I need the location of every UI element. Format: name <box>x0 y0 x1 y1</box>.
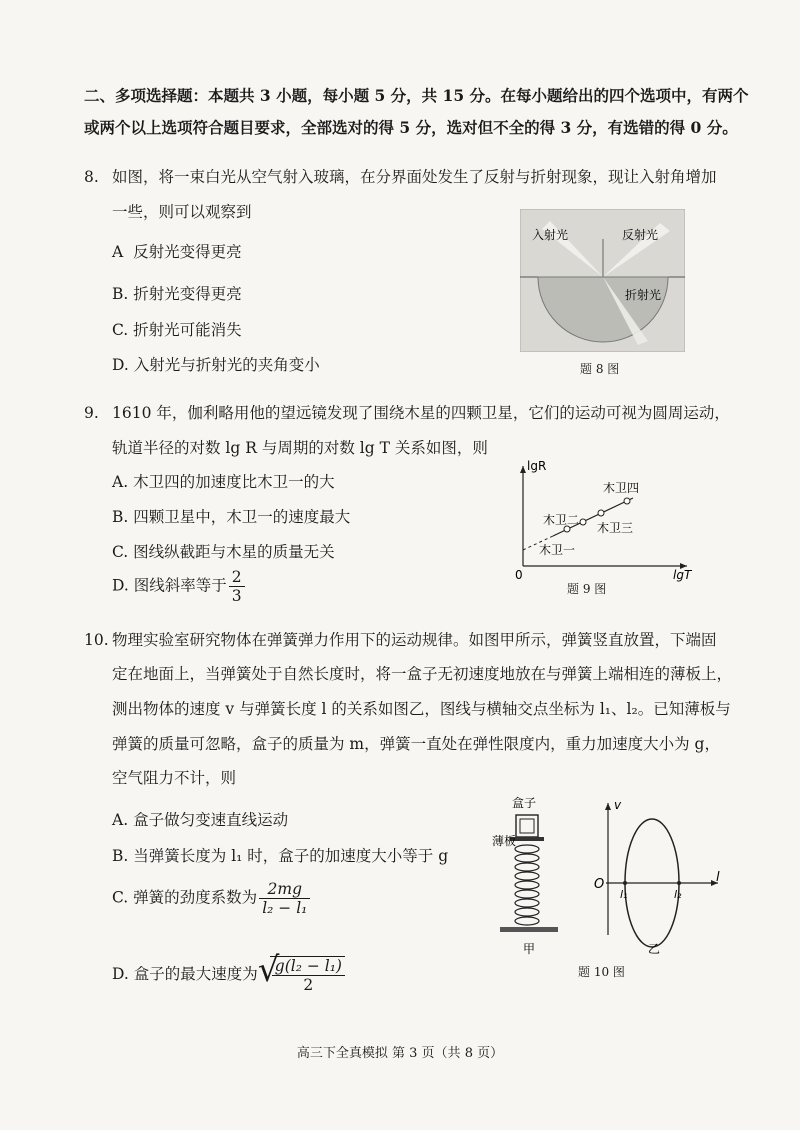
europa-label: 木卫二 <box>543 513 580 527</box>
q9-stem-line2: 轨道半径的对数 lg R 与周期的对数 lg T 关系如图，则 <box>112 439 488 457</box>
q10-caption: 题 10 图 <box>578 965 625 979</box>
option-text: 折射光变得更亮 <box>133 285 242 303</box>
spring-constant-fraction <box>259 880 310 917</box>
l2-point <box>677 881 681 885</box>
q10-stem-line3: 测出物体的速度 v 与弹簧长度 l 的关系如图乙，图线与横轴交点坐标为 l₁、l₂。已知薄板与 <box>112 700 731 718</box>
callisto-label: 木卫四 <box>603 481 640 495</box>
io-label: 木卫一 <box>539 543 576 557</box>
fraction-numerator: 2 <box>229 568 245 587</box>
q10-spring-and-vl-graph <box>490 795 730 965</box>
q9-lgR-lgT-graph <box>505 458 695 583</box>
q9-option-c <box>112 540 335 562</box>
q8-option-c <box>112 318 242 340</box>
option-label: B. <box>112 285 129 303</box>
q10-number: 10. <box>84 631 109 649</box>
option-text: 入射光与折射光的夹角变小 <box>133 356 320 374</box>
v-axis-label: v <box>614 798 622 812</box>
ganymede-label: 木卫三 <box>597 521 634 535</box>
max-speed-sqrt <box>257 950 345 994</box>
y-axis-label: lgR <box>527 459 547 473</box>
option-label: A. <box>112 811 129 829</box>
l2-label: l₂ <box>674 888 682 901</box>
q9-option-b <box>112 505 350 527</box>
spring-coil <box>515 845 539 925</box>
option-text: 盒子做匀变速直线运动 <box>133 811 289 829</box>
option-text: 图线纵截距与木星的质量无关 <box>133 543 335 561</box>
q10-option-a <box>112 808 288 830</box>
option-text: 图线斜率等于 <box>133 576 227 595</box>
option-text: 折射光可能消失 <box>133 321 242 339</box>
option-text: 弹簧的劲度系数为 <box>133 888 258 907</box>
origin-o-label: O <box>594 877 605 892</box>
l1-point <box>623 881 627 885</box>
q10-stem-line1: 物理实验室研究物体在弹簧弹力作用下的运动规律。如图甲所示，弹簧竖直放置，下端固 <box>112 631 717 649</box>
box-inner <box>520 819 534 833</box>
option-text: 反射光变得更亮 <box>133 243 242 261</box>
q8-option-d <box>112 353 320 375</box>
l1-label: l₁ <box>620 888 628 901</box>
option-label: B. <box>112 508 129 526</box>
box-label: 盒子 <box>512 796 537 810</box>
radical-sign: √ <box>257 950 280 990</box>
fraction-denominator: l₂ − l₁ <box>262 899 308 917</box>
q10-option-b <box>112 844 448 866</box>
q8-stem-line2: 一些，则可以观察到 <box>112 203 252 221</box>
q9-stem-line1: 1610 年，伽利略用他的望远镜发现了围绕木星的四颗卫星，它们的运动可视为圆周运动， <box>112 404 730 422</box>
option-label: D. <box>112 356 129 374</box>
option-text: 四颗卫星中，木卫一的速度最大 <box>133 508 351 526</box>
option-text: 当弹簧长度为 l₁ 时，盒子的加速度大小等于 g <box>133 847 449 865</box>
section-header-line2: 或两个以上选项符合题目要求，全部选对的得 5 分，选对但不全的得 3 分，有选错的得 0 分。 <box>84 118 738 137</box>
q8-figure <box>520 209 685 352</box>
q8-refraction-diagram <box>520 209 685 352</box>
callisto-point <box>624 498 630 504</box>
left-caption: 甲 <box>523 942 536 956</box>
option-label: C. <box>112 888 129 907</box>
option-text: 盒子的最大速度为 <box>133 965 258 983</box>
option-label: A. <box>112 473 129 491</box>
q10-stem-line2: 定在地面上，当弹簧处于自然长度时，将一盒子无初速度地放在与弹簧上端相连的薄板上， <box>112 665 733 683</box>
q9-option-a <box>112 470 335 492</box>
incident-label: 入射光 <box>532 228 569 242</box>
x-axis-label: lgT <box>673 568 692 582</box>
option-label: C. <box>112 543 129 561</box>
q10-stem-line5: 空气阻力不计，则 <box>112 769 237 787</box>
option-label: A <box>112 243 124 261</box>
q9-caption: 题 9 图 <box>567 582 607 596</box>
q10-option-c <box>112 880 310 917</box>
q10-option-d <box>112 950 345 994</box>
box-shape <box>516 815 538 837</box>
refracted-label: 折射光 <box>625 288 662 302</box>
q8-number: 8. <box>84 168 99 186</box>
section-header-line1: 二、多项选择题：本题共 3 小题，每小题 5 分，共 15 分。在每小题给出的四个选项中，有两个 <box>84 86 749 105</box>
q8-caption: 题 8 图 <box>580 362 620 376</box>
q10-figure <box>490 795 730 965</box>
q8-stem-line1: 如图，将一束白光从空气射入玻璃，在分界面处发生了反射与折射现象，现让入射角增加 <box>112 168 717 186</box>
q10-stem-line4: 弹簧的质量可忽略，盒子的质量为 m，弹簧一直处在弹性限度内，重力加速度大小为 g， <box>112 735 720 753</box>
l-axis-label: l <box>716 870 720 885</box>
fraction-numerator: 2mg <box>259 880 310 899</box>
origin-label: 0 <box>515 568 523 582</box>
q8-option-b <box>112 282 242 304</box>
option-label: D. <box>112 965 129 983</box>
europa-point <box>580 519 586 525</box>
q8-option-a <box>112 240 242 262</box>
option-text: 木卫四的加速度比木卫一的大 <box>133 473 335 491</box>
slope-fraction <box>229 568 245 605</box>
reflected-label: 反射光 <box>622 228 659 242</box>
option-label: D. <box>112 576 129 595</box>
q9-option-d <box>112 568 245 605</box>
max-speed-fraction <box>272 957 345 994</box>
plate-label: 薄板 <box>492 834 517 848</box>
q9-figure <box>505 458 695 583</box>
right-caption: 乙 <box>648 942 661 956</box>
page-footer: 高三下全真模拟 第 3 页（共 8 页） <box>296 1046 504 1061</box>
fraction-denominator: 2 <box>303 976 314 994</box>
ground <box>500 927 558 932</box>
option-label: C. <box>112 321 129 339</box>
q9-number: 9. <box>84 404 99 422</box>
fraction-numerator: g(l₂ − l₁) <box>272 957 345 976</box>
ganymede-point <box>598 510 604 516</box>
fraction-denominator: 3 <box>231 587 242 605</box>
option-label: B. <box>112 847 129 865</box>
